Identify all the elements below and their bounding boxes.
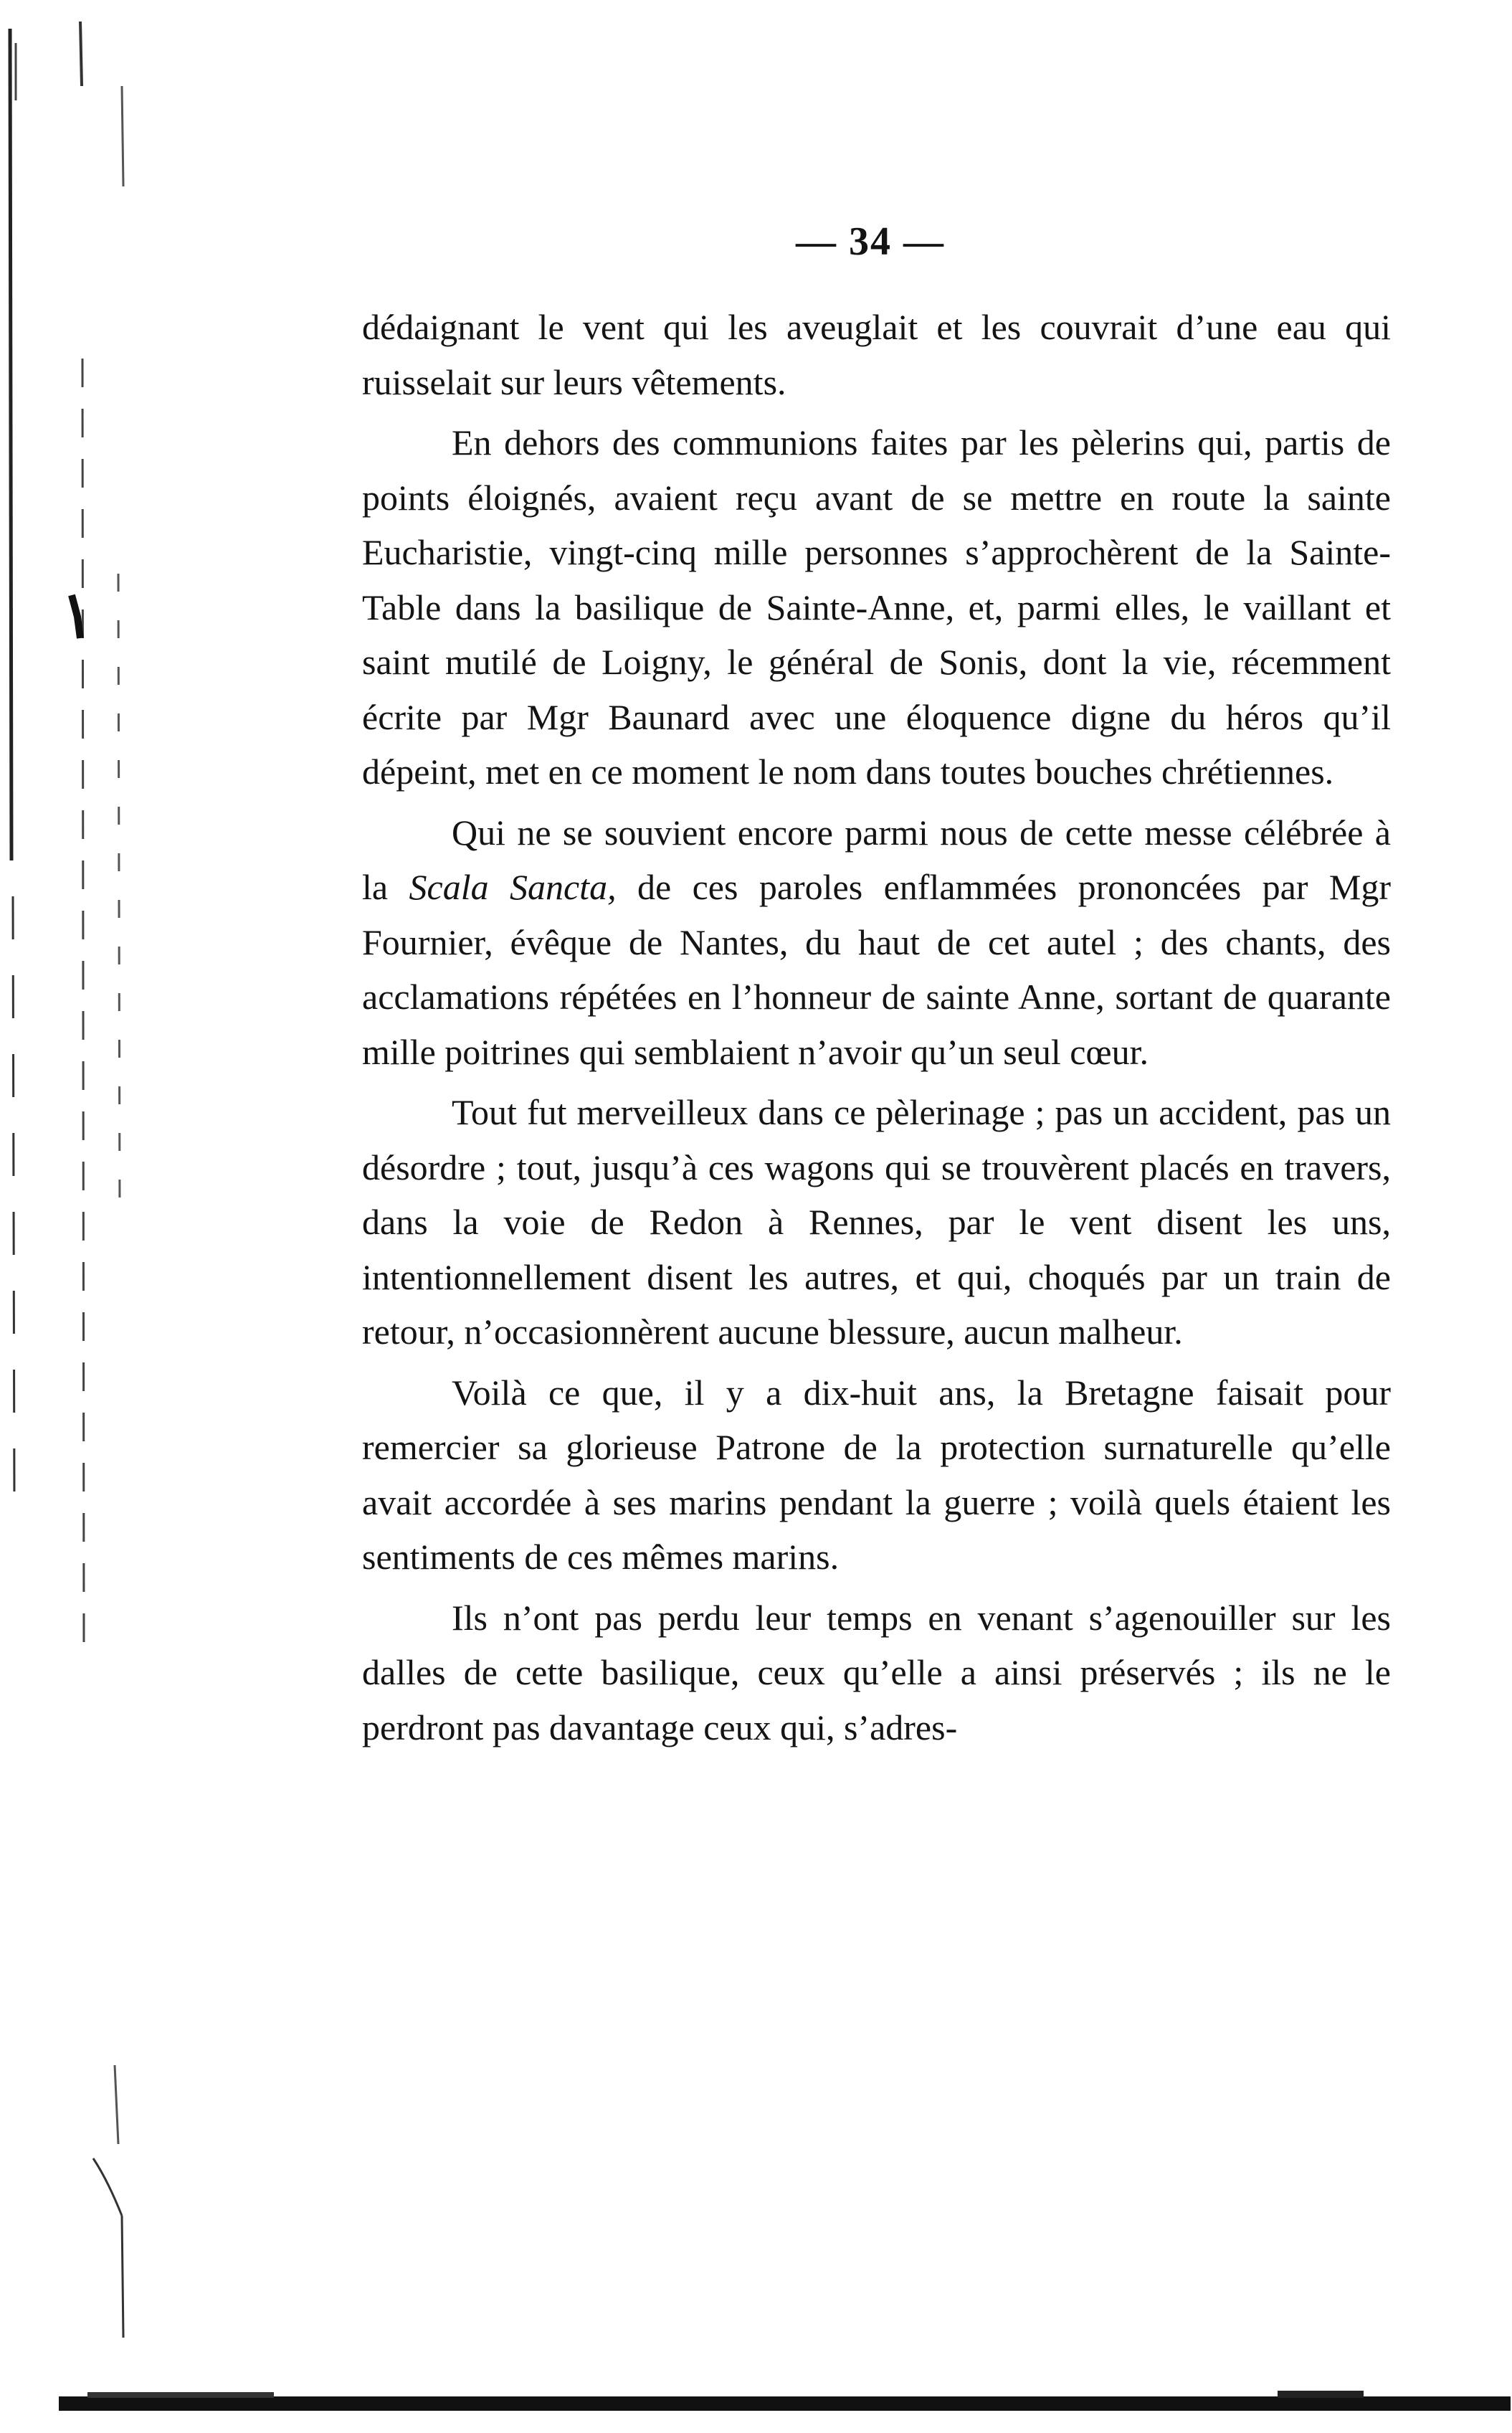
page-number: — 34 — <box>796 219 945 264</box>
paragraph-6-text: Ils n’ont pas perdu leur temps en venant s’agenouiller sur les dalles de cette basilique, ceux qu’elle a ainsi préservés ; ils ne le perdront pas davantage ceux qui, s’adres- <box>362 1597 1391 1747</box>
paragraph-4-text: Tout fut merveilleux dans ce pèlerinage ; pas un accident, pas un désordre ; tout, jusqu’à ces wagons qui se trouvèrent placés en travers, dans la voie de Redon à Rennes, par le vent disent les uns, intentionnellement disent les autres, et qui, choqués par un train de retour, n’occasionnèrent aucune blessure, aucun malheur. <box>362 1092 1391 1352</box>
paragraph-6 <box>362 1590 1391 1755</box>
scan-bottom-edge <box>59 2386 1511 2414</box>
paragraph-3 <box>362 805 1391 1080</box>
paragraph-5-text: Voilà ce que, il y a dix-huit ans, la Bretagne faisait pour remercier sa glorieuse Patrone de la protection surnaturelle qu’elle avait accordée à ses marins pendant la guerre ; voilà quels étaient les sentiments de ces mêmes marins. <box>362 1372 1391 1577</box>
paragraph-4 <box>362 1085 1391 1360</box>
paragraph-1-text: dédaignant le vent qui les aveuglait et les couvrait d’une eau qui ruisselait sur leurs vêtements. <box>362 307 1391 402</box>
page-body <box>362 300 1391 1760</box>
paragraph-2-text: En dehors des communions faites par les pèlerins qui, partis de points éloignés, avaient reçu avant de se mettre en route la sainte Eucharistie, vingt-cinq mille personnes s’approchèrent de la Sainte-Table dans la basilique de Sainte-Anne, et, parmi elles, le vaillant et saint mutilé de Loigny, le général de Sonis, dont la vie, récemment écrite par Mgr Baunard avec une éloquence digne du héros qu’il dépeint, met en ce moment le nom dans toutes bouches chrétiennes. <box>362 422 1391 792</box>
paragraph-1 <box>362 300 1391 409</box>
scala-sancta-italic: Scala Sancta, <box>409 867 617 907</box>
paragraph-3-text-end: de ces paroles enflammées prononcées par Mgr Fournier, évêque de Nantes, du haut de cet autel ; des chants, des acclamations répétées en l’honneur de sainte Anne, sortant de quarante mille poitrines qui semblaient n’avoir qu’un seul cœur. <box>362 867 1392 1072</box>
scan-margin-marks <box>0 0 143 2433</box>
paragraph-5 <box>362 1365 1391 1585</box>
paragraph-2 <box>362 415 1391 800</box>
paragraph-3-text-start: Qui ne se souvient encore parmi nous de cette messe célébrée à la <box>362 812 1391 907</box>
